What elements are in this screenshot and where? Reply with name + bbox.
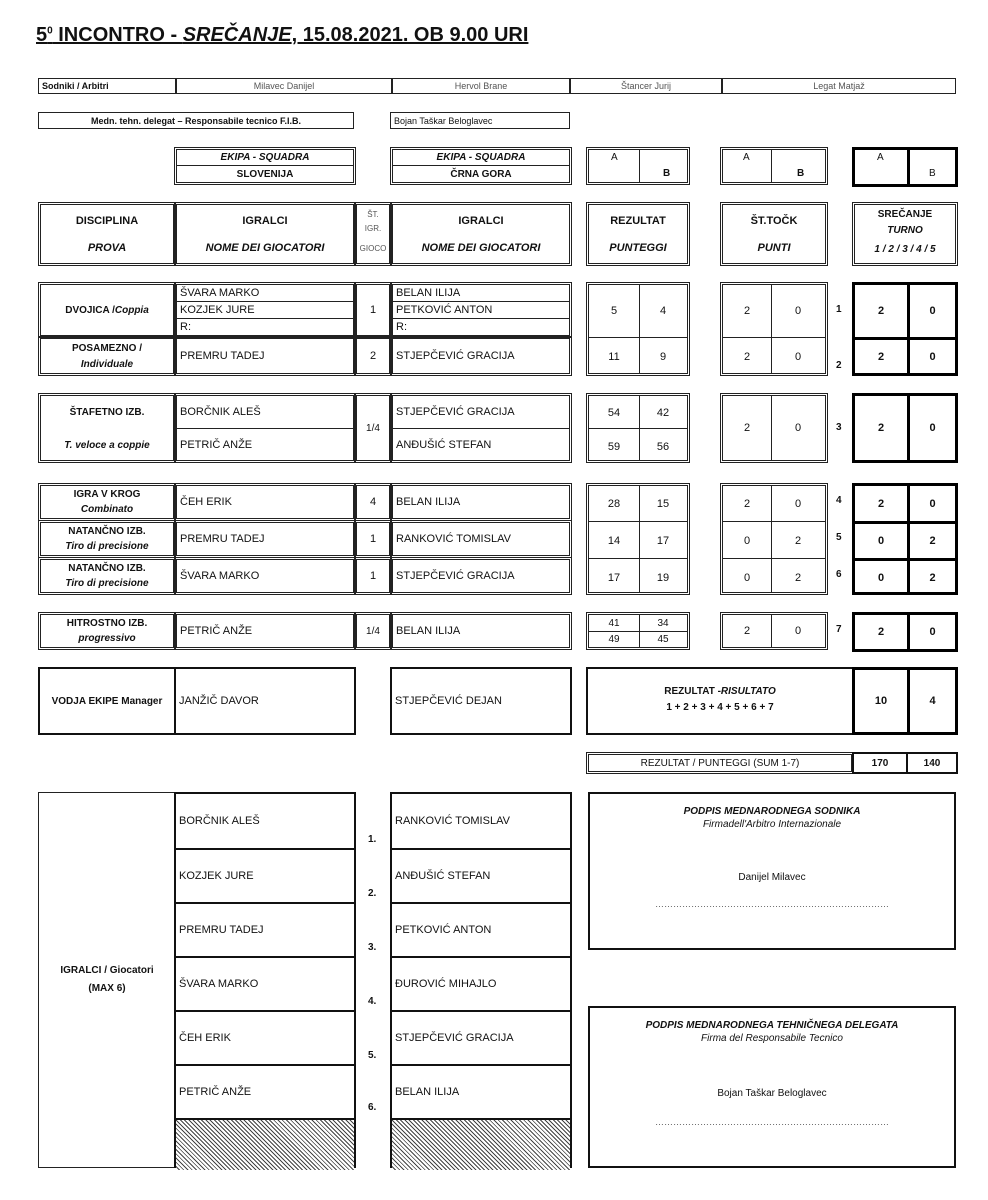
row-index: 1 — [836, 304, 842, 315]
player-name: BORČNIK ALEŠ — [176, 794, 354, 850]
header-points — [720, 202, 828, 266]
ab-box-result — [586, 147, 690, 185]
col-b: B — [929, 168, 936, 179]
signature-name: Bojan Taškar Beloglavec — [717, 1088, 827, 1099]
header-st-1: ŠT. — [367, 209, 379, 219]
players-a-natancno-2: ŠVARA MARKO — [174, 557, 356, 595]
discipline-label: POSAMEZNO / — [71, 342, 142, 354]
result-box-g2 — [586, 393, 690, 463]
col-a: A — [743, 152, 750, 163]
player-number: 5. — [368, 1050, 377, 1061]
points-box-g2 — [720, 393, 828, 463]
result-a: 49 — [608, 633, 620, 645]
referee-1: Milavec Danijel — [176, 78, 392, 94]
points-b: 0 — [794, 422, 802, 434]
match-a: 0 — [877, 535, 885, 547]
players-label — [38, 792, 176, 1168]
hatched-cell — [176, 1120, 354, 1170]
game-no-posamezno: 2 — [354, 336, 392, 376]
points-b: 0 — [794, 305, 802, 317]
result-a: 59 — [607, 441, 621, 453]
result-b: 9 — [659, 351, 667, 363]
row-index: 5 — [836, 532, 842, 543]
delegate-signature-box — [588, 1006, 956, 1168]
points-box-g1 — [720, 282, 828, 376]
signature-name: Danijel Milavec — [738, 872, 806, 883]
header-discipline-1: DISCIPLINA — [75, 215, 139, 227]
players-a-krog: ČEH ERIK — [174, 483, 356, 521]
points-b: 2 — [794, 572, 802, 584]
result-box-g4 — [586, 612, 690, 650]
team-a-header: EKIPA - SQUADRA — [177, 150, 353, 166]
player-name: R: — [396, 321, 407, 333]
signature-subtitle: Firma del Responsabile Tecnico — [701, 1033, 843, 1044]
points-b: 0 — [794, 625, 802, 637]
discipline-hitrostno — [38, 612, 176, 650]
points-a: 0 — [743, 535, 751, 547]
referee-4: Legat Matjaž — [722, 78, 956, 94]
result-total-b: 4 — [929, 695, 936, 707]
row-index: 3 — [836, 422, 842, 433]
player-name: BELAN ILIJA — [392, 1066, 570, 1120]
result-a: 41 — [608, 617, 620, 629]
match-b: 2 — [929, 535, 936, 547]
discipline-label-it: Tiro di precisione — [65, 541, 149, 552]
player-number: 6. — [368, 1102, 377, 1113]
title-sup: 0 — [47, 25, 53, 37]
result-total-label — [586, 667, 854, 735]
header-result — [586, 202, 690, 266]
player-name: ŠVARA MARKO — [177, 285, 353, 302]
header-players-2: NOME DEI GIOCATORI — [205, 242, 325, 254]
signature-line: …………………………………………………………………… — [655, 1117, 889, 1127]
result-b: 34 — [657, 617, 669, 629]
points-b: 0 — [794, 498, 802, 510]
discipline-label-it: progressivo — [78, 633, 136, 644]
result-b: 15 — [656, 498, 670, 510]
player-name: PETRIČ ANŽE — [176, 1066, 354, 1120]
header-points-2: PUNTI — [757, 242, 791, 254]
title-number: 5 — [36, 24, 48, 46]
discipline-label-it: Tiro di precisione — [65, 578, 149, 589]
player-name: PETKOVIĆ ANTON — [393, 302, 569, 319]
referee-3: Štancer Jurij — [570, 78, 722, 94]
discipline-label: DVOJICA / — [65, 304, 115, 316]
discipline-label-it: Coppia — [114, 304, 149, 316]
row-index: 2 — [836, 360, 842, 371]
col-a: A — [611, 152, 618, 163]
referees-label: Sodniki / Arbitri — [38, 78, 176, 94]
players-b-stafetno — [390, 393, 572, 463]
row-index: 4 — [836, 495, 842, 506]
result-total-a: 10 — [874, 695, 888, 707]
signature-title: PODPIS MEDNARODNEGA TEHNIČNEGA DELEGATA — [645, 1020, 899, 1031]
player-name: KOZJEK JURE — [176, 850, 354, 904]
match-a: 0 — [877, 572, 885, 584]
points-b: 2 — [794, 535, 802, 547]
match-box-g1 — [852, 282, 958, 376]
points-a: 2 — [743, 305, 751, 317]
game-no-krog: 4 — [354, 483, 392, 521]
players-label-1: IGRALCI / Giocatori — [60, 965, 154, 976]
signature-line: …………………………………………………………………… — [655, 899, 889, 909]
players-a-stafetno — [174, 393, 356, 463]
players-b-natancno-1: RANKOVIĆ TOMISLAV — [390, 520, 572, 558]
signature-title: PODPIS MEDNARODNEGA SODNIKA — [683, 806, 861, 817]
points-a: 2 — [743, 498, 751, 510]
match-box-g4 — [852, 612, 958, 652]
player-name: PREMRU TADEJ — [176, 904, 354, 958]
result-total-l1i: RISULTATO — [720, 685, 776, 697]
header-st-2: IGR. — [364, 223, 382, 233]
discipline-label-it: Individuale — [80, 358, 134, 370]
col-a: A — [877, 152, 884, 163]
match-b: 0 — [929, 626, 936, 638]
match-box-g2 — [852, 393, 958, 463]
referee-signature-box — [588, 792, 956, 950]
match-b: 0 — [929, 305, 936, 317]
player-name: ĐUROVIĆ MIHAJLO — [392, 958, 570, 1012]
points-a: 2 — [743, 351, 751, 363]
header-players-a — [174, 202, 356, 266]
players-b-posamezno: STJEPČEVIĆ GRACIJA — [390, 336, 572, 376]
points-box-g3 — [720, 483, 828, 595]
header-result-1: REZULTAT — [610, 215, 666, 227]
players-numbers — [360, 792, 388, 1168]
points-a: 2 — [743, 422, 751, 434]
game-no-dvojica: 1 — [354, 282, 392, 338]
players-a-dvojica — [174, 282, 356, 338]
player-number: 2. — [368, 888, 377, 899]
header-match — [852, 202, 958, 266]
players-b-natancno-2: STJEPČEVIĆ GRACIJA — [390, 557, 572, 595]
team-a-box — [174, 147, 356, 185]
game-no-hitrostno: 1/4 — [354, 612, 392, 650]
col-b: B — [663, 168, 671, 179]
player-name: ČEH ERIK — [176, 1012, 354, 1066]
signature-subtitle: Firmadell'Arbitro Internazionale — [702, 819, 842, 830]
discipline-natancno-1 — [38, 520, 176, 558]
player-number: 1. — [368, 834, 377, 845]
match-a: 2 — [877, 422, 885, 434]
result-b: 4 — [659, 305, 667, 317]
result-total-box — [852, 667, 958, 735]
players-a-posamezno: PREMRU TADEJ — [174, 336, 356, 376]
match-b: 0 — [929, 351, 936, 363]
header-match-1: SREČANJE — [877, 208, 933, 220]
result-b: 45 — [657, 633, 669, 645]
ab-box-points — [720, 147, 828, 185]
result-box-g3 — [586, 483, 690, 595]
result-total-l1: REZULTAT - — [664, 685, 721, 697]
title-main: INCONTRO - — [52, 24, 183, 46]
match-box-g3 — [852, 483, 958, 595]
discipline-label: NATANČNO IZB. — [68, 526, 146, 537]
player-name: STJEPČEVIĆ GRACIJA — [392, 1012, 570, 1066]
player-number: 4. — [368, 996, 377, 1007]
result-box-g1 — [586, 282, 690, 376]
match-b: 0 — [929, 422, 936, 434]
player-name: PETRIČ ANŽE — [180, 438, 253, 451]
result-a: 54 — [607, 407, 621, 419]
result-b: 19 — [656, 572, 670, 584]
player-name: PETKOVIĆ ANTON — [392, 904, 570, 958]
players-list-a — [174, 792, 356, 1168]
result-total-l2: 1 + 2 + 3 + 4 + 5 + 6 + 7 — [666, 701, 774, 713]
points-b: 0 — [794, 351, 802, 363]
game-no-stafetno: 1/4 — [354, 393, 392, 463]
discipline-label: ŠTAFETNO IZB. — [69, 406, 145, 418]
players-a-hitrostno: PETRIČ ANŽE — [174, 612, 356, 650]
team-b-name: ČRNA GORA — [450, 168, 512, 180]
manager-a: JANŽIČ DAVOR — [174, 667, 356, 735]
sum-box — [852, 752, 958, 774]
header-players-2: NOME DEI GIOCATORI — [421, 242, 541, 254]
header-match-3: 1 / 2 / 3 / 4 / 5 — [874, 243, 936, 255]
discipline-posamezno — [38, 336, 176, 376]
discipline-natancno-2 — [38, 557, 176, 595]
team-b-box — [390, 147, 572, 185]
result-a: 11 — [608, 351, 620, 363]
referee-2: Hervol Brane — [392, 78, 570, 94]
player-name: BELAN ILIJA — [393, 285, 569, 302]
result-b: 56 — [656, 441, 670, 453]
row-index: 7 — [836, 624, 842, 635]
sum-b: 140 — [923, 757, 941, 769]
match-b: 2 — [929, 572, 936, 584]
discipline-dvojica — [38, 282, 176, 338]
header-players-1: IGRALCI — [458, 215, 504, 227]
team-a-name: SLOVENIJA — [236, 168, 294, 180]
match-a: 2 — [877, 305, 885, 317]
team-b-header: EKIPA - SQUADRA — [393, 150, 569, 166]
col-b: B — [797, 168, 805, 179]
result-a: 14 — [607, 535, 621, 547]
header-game-no — [354, 202, 392, 266]
game-no-natancno-1: 1 — [354, 520, 392, 558]
header-players-b — [390, 202, 572, 266]
header-points-1: ŠT.TOČK — [750, 215, 798, 227]
players-b-hitrostno: BELAN ILIJA — [390, 612, 572, 650]
result-a: 28 — [607, 498, 621, 510]
manager-label — [38, 667, 176, 735]
title-rest: , 15.08.2021. OB 9.00 URI — [291, 24, 529, 46]
discipline-label-it: T. veloce a coppie — [64, 439, 150, 451]
sum-a: 170 — [871, 757, 889, 769]
discipline-label: NATANČNO IZB. — [68, 563, 146, 574]
match-a: 2 — [877, 498, 885, 510]
match-a: 2 — [877, 351, 885, 363]
ab-box-match — [852, 147, 958, 187]
match-b: 0 — [929, 498, 936, 510]
player-number: 3. — [368, 942, 377, 953]
header-st-3: GIOCO — [359, 243, 387, 253]
players-b-krog: BELAN ILIJA — [390, 483, 572, 521]
delegate-label: Medn. tehn. delegat – Responsabile tecnico F.I.B. — [38, 112, 354, 129]
game-no-natancno-2: 1 — [354, 557, 392, 595]
hatched-cell — [392, 1120, 570, 1170]
discipline-krog — [38, 483, 176, 521]
player-name: ŠVARA MARKO — [176, 958, 354, 1012]
players-b-dvojica — [390, 282, 572, 338]
header-result-2: PUNTEGGI — [609, 242, 667, 254]
page-title — [36, 24, 528, 47]
player-name: STJEPČEVIĆ GRACIJA — [393, 396, 569, 429]
discipline-label: HITROSTNO IZB. — [66, 618, 148, 629]
points-box-g4 — [720, 612, 828, 650]
result-a: 17 — [607, 572, 621, 584]
match-a: 2 — [877, 626, 885, 638]
title-italic: SREČANJE — [182, 24, 292, 46]
header-discipline — [38, 202, 176, 266]
header-match-2: TURNO — [887, 224, 923, 236]
points-a: 2 — [743, 625, 751, 637]
points-a: 0 — [743, 572, 751, 584]
discipline-label-it: Combinato — [80, 504, 134, 515]
delegate-name: Bojan Taškar Beloglavec — [390, 112, 570, 129]
players-label-2: (MAX 6) — [88, 983, 126, 994]
result-a: 5 — [610, 305, 618, 317]
manager-label-text: VODJA EKIPE Manager — [51, 695, 163, 707]
player-name: BORČNIK ALEŠ — [177, 396, 353, 429]
header-players-1: IGRALCI — [242, 215, 288, 227]
header-discipline-2: PROVA — [87, 242, 127, 254]
row-index: 6 — [836, 569, 842, 580]
discipline-stafetno — [38, 393, 176, 463]
player-name: KOZJEK JURE — [177, 302, 353, 319]
sum-label: REZULTAT / PUNTEGGI (SUM 1-7) — [586, 752, 854, 774]
result-b: 42 — [656, 407, 670, 419]
result-b: 17 — [656, 535, 670, 547]
players-list-b — [390, 792, 572, 1168]
discipline-label: IGRA V KROG — [73, 489, 141, 500]
players-a-natancno-1: PREMRU TADEJ — [174, 520, 356, 558]
manager-b: STJEPČEVIĆ DEJAN — [390, 667, 572, 735]
player-name: RANKOVIĆ TOMISLAV — [392, 794, 570, 850]
player-name: ANĐUŠIĆ STEFAN — [396, 438, 492, 451]
player-name: ANĐUŠIĆ STEFAN — [392, 850, 570, 904]
player-name: R: — [180, 321, 191, 333]
